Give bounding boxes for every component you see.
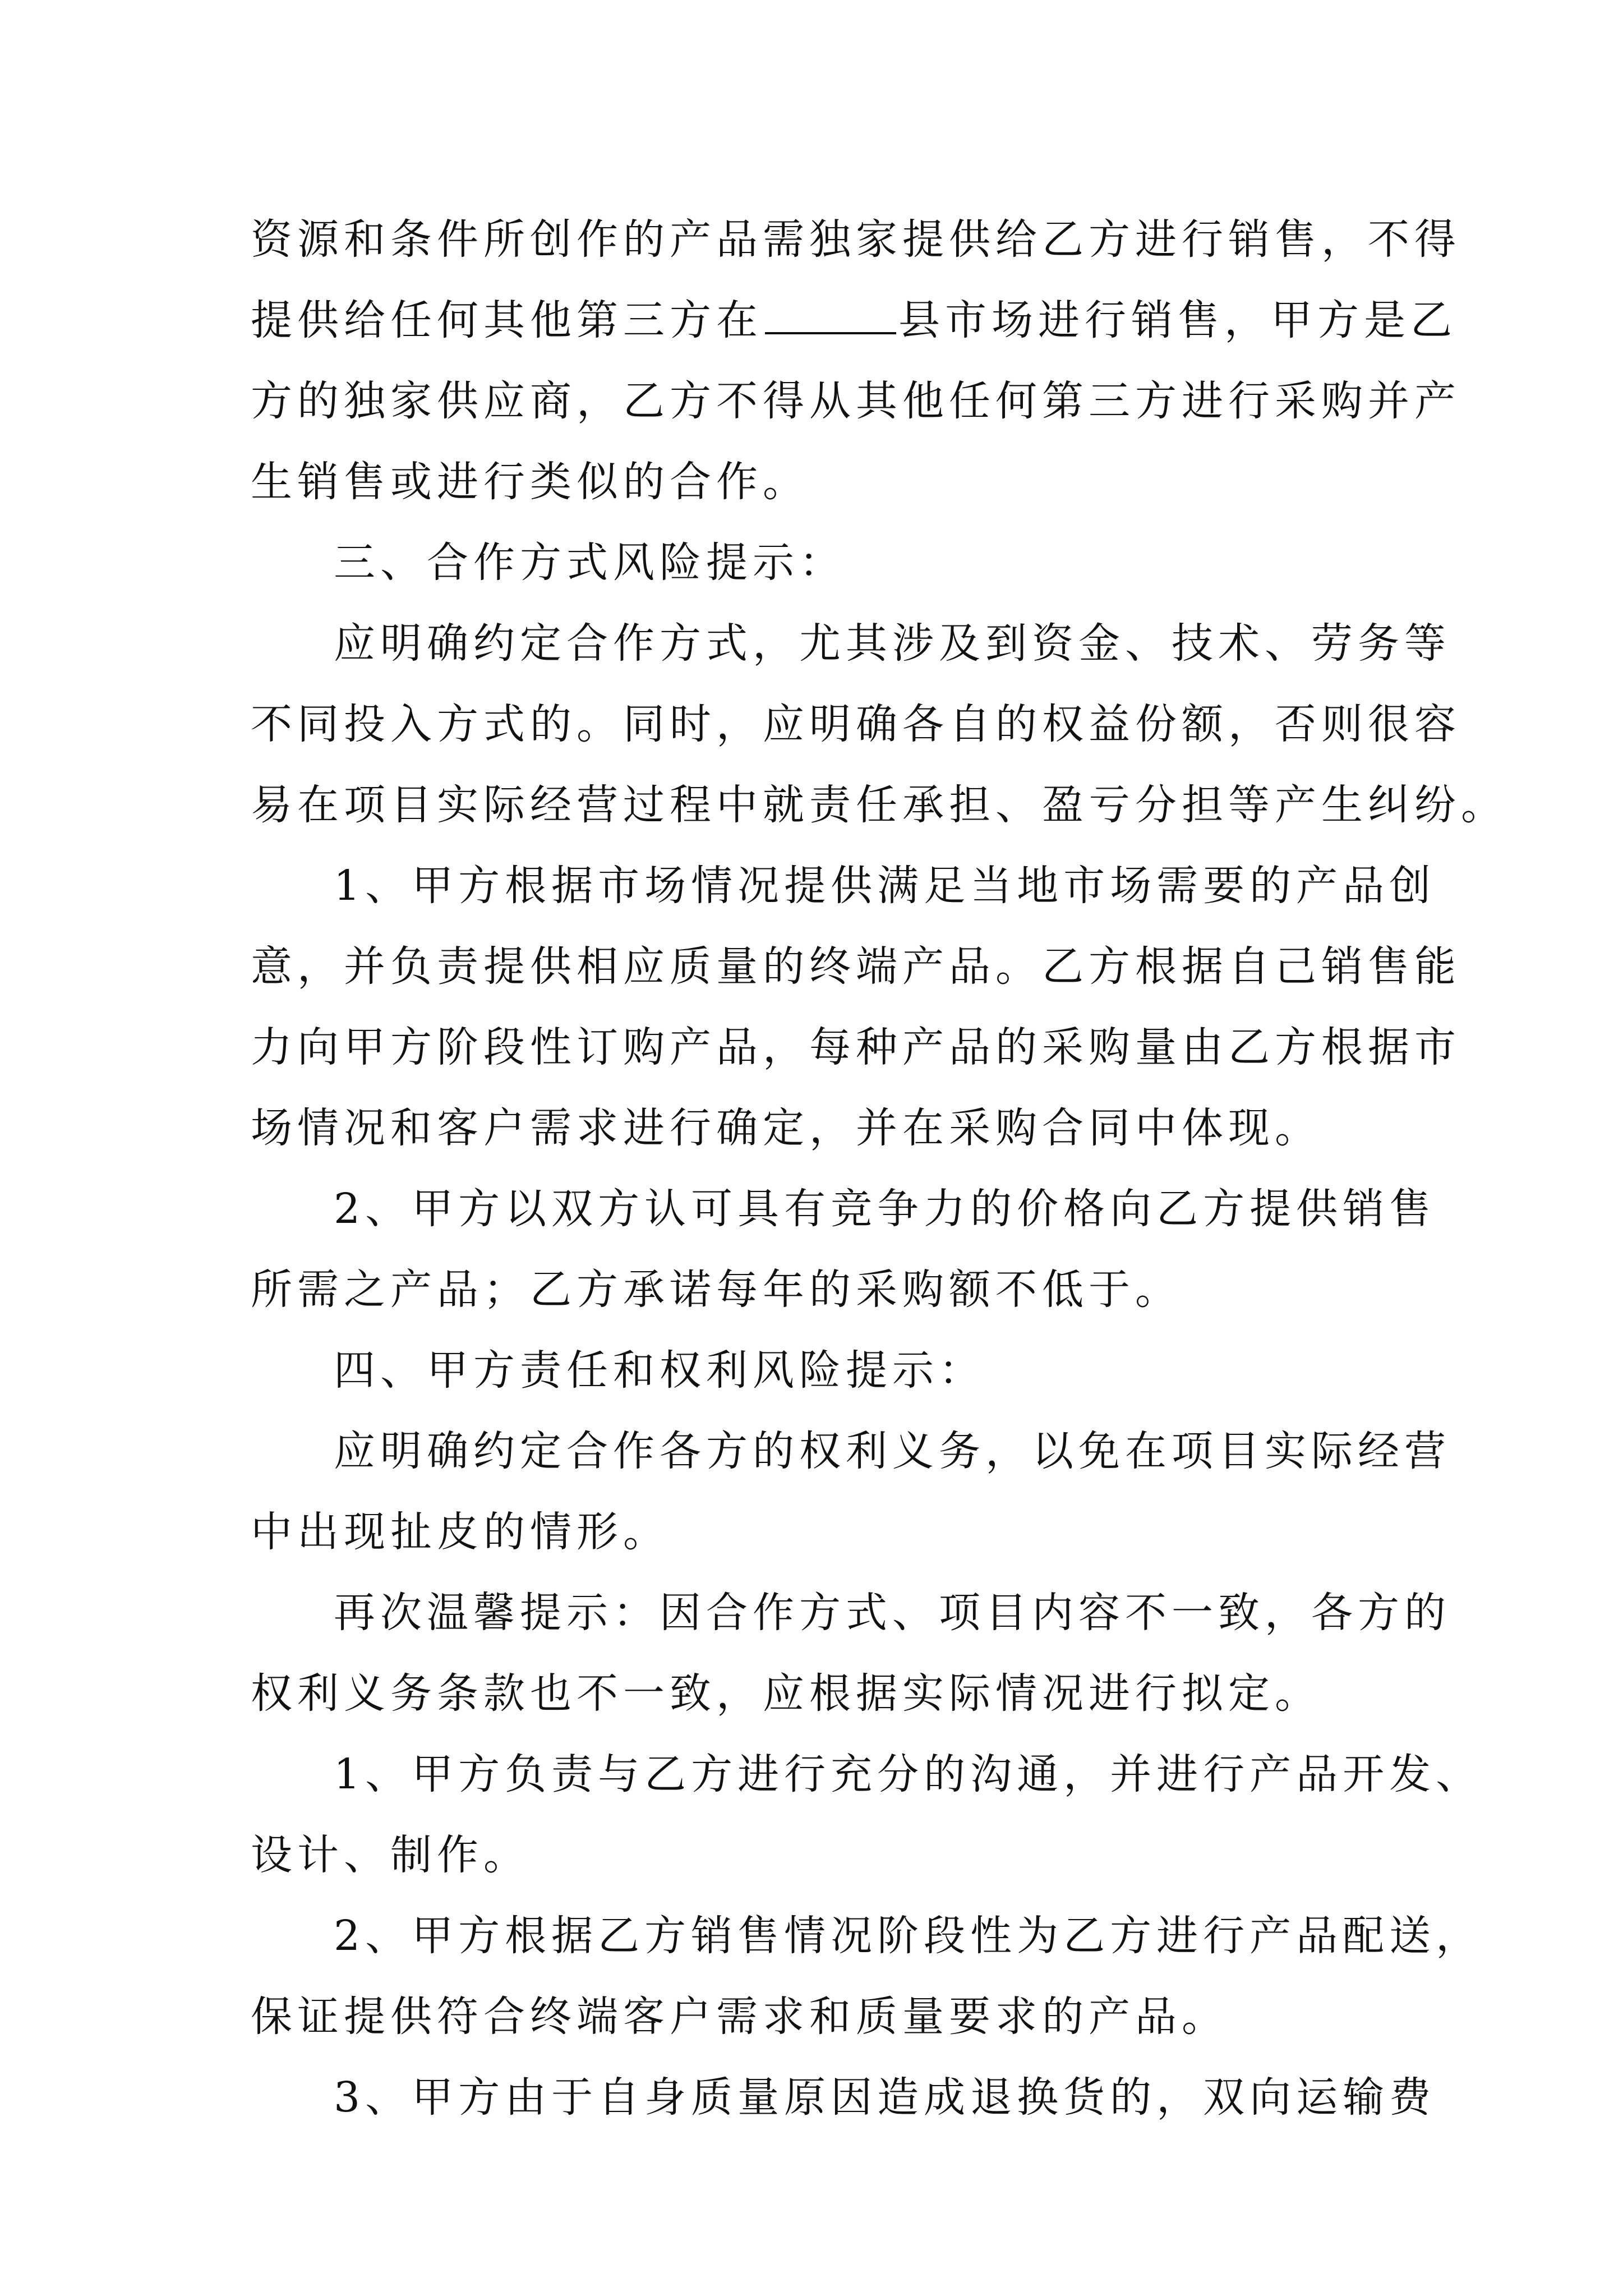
text-segment: 提供给任何其他第三方在	[251, 296, 763, 344]
fill-in-blank	[765, 297, 896, 334]
text-line: 中出现扯皮的情形。	[251, 1508, 670, 1556]
text-line: 易在项目实际经营过程中就责任承担、盈亏分担等产生纠纷。	[251, 781, 1507, 829]
text-line: 力向甲方阶段性订购产品，每种产品的采购量由乙方根据市	[251, 1023, 1461, 1071]
text-line-with-blank	[251, 280, 1457, 361]
text-line: 2、甲方以双方认可具有竞争力的价格向乙方提供销售	[334, 1185, 1436, 1233]
text-line: 生销售或进行类似的合作。	[251, 458, 809, 506]
text-line: 应明确约定合作各方的权利义务，以免在项目实际经营	[334, 1427, 1451, 1475]
section-heading: 三、合作方式风险提示：	[334, 539, 846, 587]
document-body	[251, 199, 1507, 2138]
text-line: 1、甲方根据市场情况提供满足当地市场需要的产品创	[334, 862, 1436, 910]
text-line: 保证提供符合终端客户需求和质量要求的产品。	[251, 1993, 1228, 2041]
text-line: 意，并负责提供相应质量的终端产品。乙方根据自己销售能	[251, 942, 1461, 991]
text-line: 所需之产品；乙方承诺每年的采购额不低于。	[251, 1266, 1182, 1314]
text-line: 3、甲方由于自身质量原因造成退换货的，双向运输费	[334, 2073, 1436, 2122]
text-line: 设计、制作。	[251, 1831, 530, 1879]
text-line: 2、甲方根据乙方销售情况阶段性为乙方进行产品配送，	[334, 1912, 1483, 1960]
text-segment: 县市场进行销售，甲方是乙	[898, 296, 1457, 344]
text-line: 方的独家供应商，乙方不得从其他任何第三方进行采购并产	[251, 377, 1461, 425]
text-line: 不同投入方式的。同时，应明确各自的权益份额，否则很容	[251, 700, 1461, 748]
text-line: 再次温馨提示：因合作方式、项目内容不一致，各方的	[334, 1589, 1451, 1637]
text-line: 应明确约定合作方式，尤其涉及到资金、技术、劳务等	[334, 619, 1451, 668]
text-line: 资源和条件所创作的产品需独家提供给乙方进行销售，不得	[251, 215, 1461, 264]
text-line: 权利义务条款也不一致，应根据实际情况进行拟定。	[251, 1669, 1321, 1718]
text-line: 1、甲方负责与乙方进行充分的沟通，并进行产品开发、	[334, 1750, 1483, 1798]
section-heading: 四、甲方责任和权利风险提示：	[334, 1346, 985, 1395]
text-line: 场情况和客户需求进行确定，并在采购合同中体现。	[251, 1104, 1321, 1152]
